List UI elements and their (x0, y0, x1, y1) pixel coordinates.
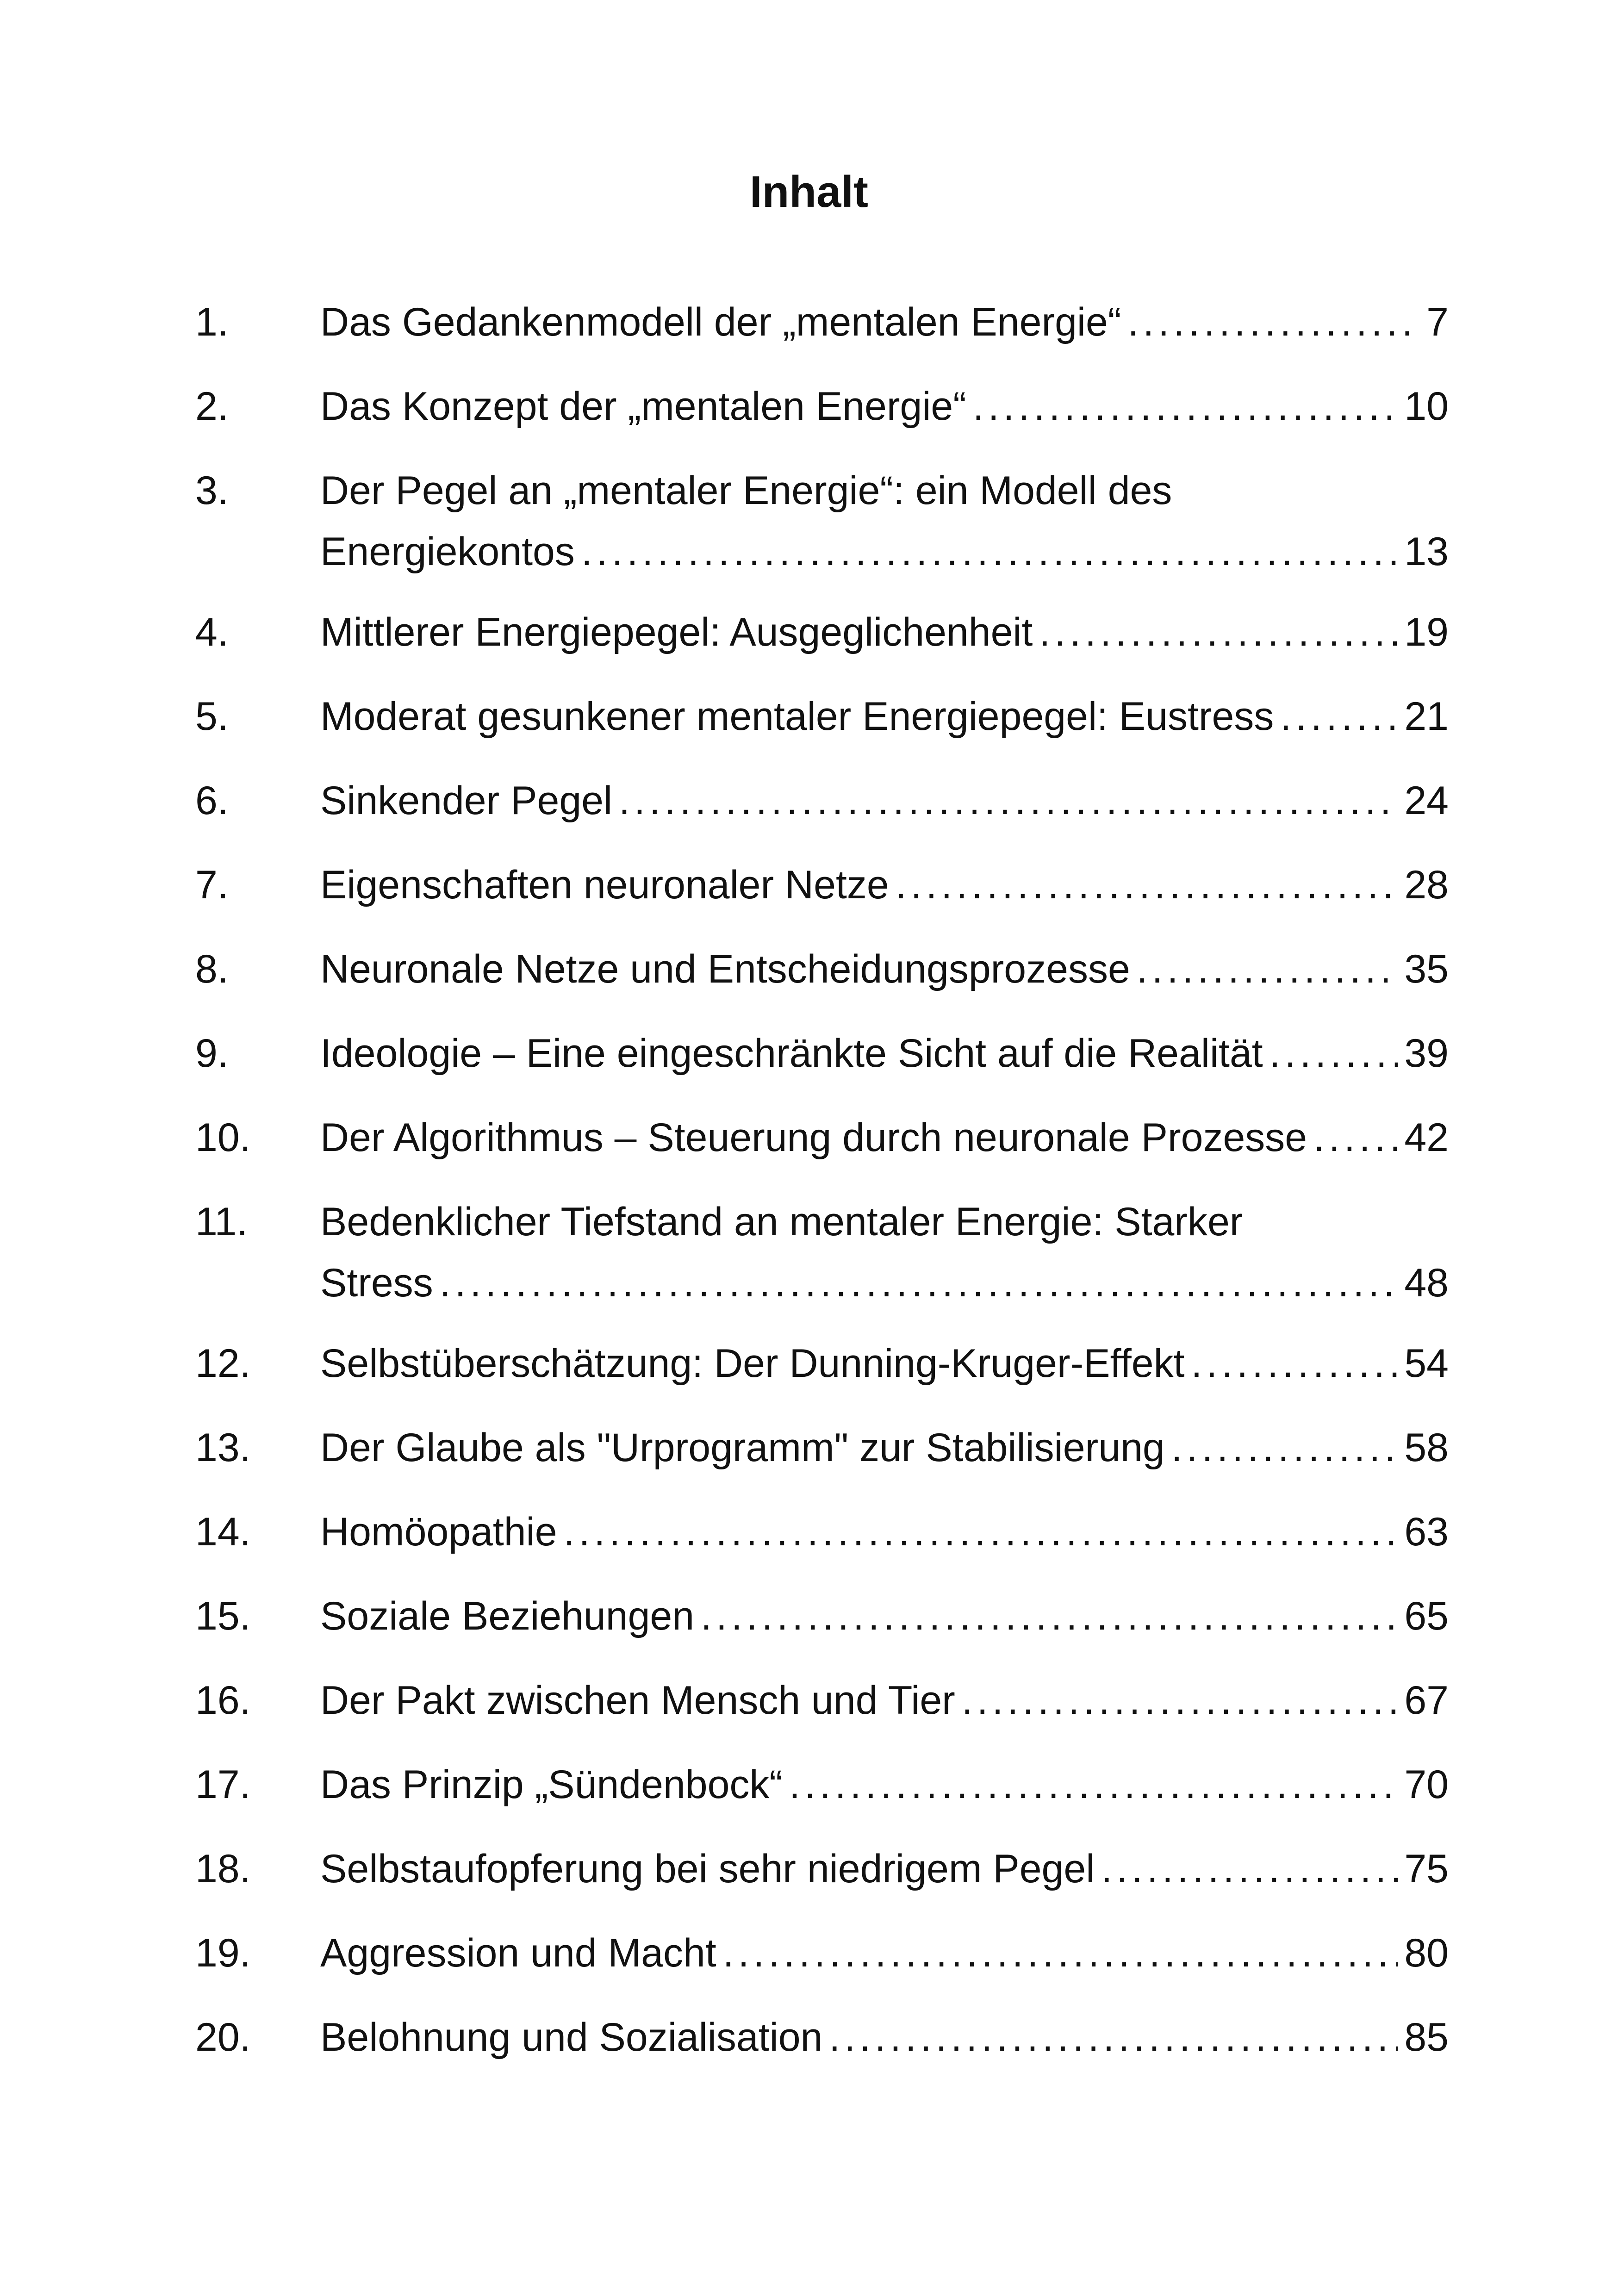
toc-entry-title-line1: Bedenklicher Tiefstand an mentaler Energie: Starker (320, 1200, 1243, 1244)
toc-entry-title: Moderat gesunkener mentaler Energiepegel: Eustress (320, 694, 1274, 739)
dot-leader (789, 1754, 1398, 1815)
dot-leader (1137, 939, 1398, 1000)
toc-entry-5[interactable] (195, 686, 1449, 747)
dot-leader (1101, 1838, 1398, 1899)
toc-entry-3[interactable] (195, 460, 1449, 582)
dot-leader (619, 770, 1398, 831)
toc-entry-1[interactable] (195, 292, 1449, 353)
toc-entry-line (320, 2007, 1449, 2068)
toc-entry-line (320, 521, 1449, 582)
toc-entry-body (320, 1023, 1449, 1084)
toc-entry-body (320, 1191, 1449, 1313)
dot-leader (1128, 292, 1420, 353)
toc-entry-page: 63 (1404, 1510, 1449, 1554)
toc-entry-number: 7. (195, 863, 229, 907)
dot-leader (1280, 686, 1398, 747)
toc-entry-body (320, 292, 1449, 353)
toc-entry-9[interactable] (195, 1023, 1449, 1084)
toc-entry-page: 54 (1404, 1341, 1449, 1386)
toc-entry-body (320, 602, 1449, 663)
toc-entry-number: 4. (195, 610, 229, 654)
toc-entry-title: Das Gedankenmodell der „mentalen Energie“ (320, 300, 1121, 344)
table-of-contents (195, 292, 1449, 2091)
toc-entry-body (320, 939, 1449, 1000)
toc-entry-20[interactable] (195, 2007, 1449, 2068)
toc-entry-title: Eigenschaften neuronaler Netze (320, 863, 889, 907)
toc-entry-number: 12. (195, 1341, 251, 1386)
toc-entry-number: 1. (195, 300, 229, 344)
toc-entry-title-line2: Stress (320, 1261, 433, 1305)
toc-entry-page: 80 (1404, 1931, 1449, 1975)
toc-entry-title: Ideologie – Eine eingeschränkte Sicht auf die Realität (320, 1031, 1263, 1076)
toc-entry-line (320, 770, 1449, 831)
toc-entry-15[interactable] (195, 1586, 1449, 1647)
toc-entry-14[interactable] (195, 1501, 1449, 1562)
dot-leader (1270, 1023, 1398, 1084)
toc-entry-body (320, 770, 1449, 831)
toc-entry-page: 58 (1404, 1425, 1449, 1470)
toc-entry-number: 18. (195, 1847, 251, 1891)
toc-entry-line (320, 1670, 1449, 1731)
toc-entry-line (320, 1586, 1449, 1647)
toc-entry-13[interactable] (195, 1417, 1449, 1478)
toc-entry-number: 5. (195, 694, 229, 739)
toc-entry-title: Der Algorithmus – Steuerung durch neuronale Prozesse (320, 1115, 1307, 1160)
toc-entry-page: 10 (1404, 384, 1449, 429)
toc-entry-body (320, 1107, 1449, 1168)
toc-entry-8[interactable] (195, 939, 1449, 1000)
toc-entry-line (320, 1417, 1449, 1478)
dot-leader (1171, 1417, 1398, 1478)
toc-entry-7[interactable] (195, 854, 1449, 915)
toc-entry-title-line2: Energiekontos (320, 529, 575, 574)
toc-entry-line (320, 1191, 1449, 1252)
toc-entry-body (320, 460, 1449, 582)
toc-entry-title: Selbstaufopferung bei sehr niedrigem Pegel (320, 1847, 1095, 1891)
toc-entry-line (320, 1107, 1449, 1168)
toc-entry-title: Der Pakt zwischen Mensch und Tier (320, 1678, 955, 1723)
toc-entry-line (320, 292, 1449, 353)
toc-entry-line (320, 939, 1449, 1000)
toc-entry-body (320, 1501, 1449, 1562)
toc-entry-line (320, 1754, 1449, 1815)
toc-entry-title: Sinkender Pegel (320, 778, 613, 823)
toc-entry-number: 19. (195, 1931, 251, 1975)
toc-entry-number: 3. (195, 468, 229, 513)
dot-leader (440, 1252, 1398, 1313)
dot-leader (896, 854, 1398, 915)
dot-leader (829, 2007, 1398, 2068)
dot-leader (701, 1586, 1398, 1647)
dot-leader (973, 376, 1398, 437)
toc-entry-title: Das Prinzip „Sündenbock“ (320, 1762, 783, 1807)
toc-entry-line (320, 1252, 1449, 1313)
toc-entry-page: 67 (1404, 1678, 1449, 1723)
toc-entry-body (320, 1333, 1449, 1394)
toc-entry-line (320, 1333, 1449, 1394)
toc-entry-11[interactable] (195, 1191, 1449, 1313)
toc-entry-page: 70 (1404, 1762, 1449, 1807)
toc-entry-title: Mittlerer Energiepegel: Ausgeglichenheit (320, 610, 1033, 654)
toc-entry-number: 6. (195, 778, 229, 823)
toc-entry-line (320, 376, 1449, 437)
toc-entry-line (320, 460, 1449, 521)
toc-entry-number: 10. (195, 1115, 251, 1160)
toc-entry-page: 35 (1404, 947, 1449, 991)
toc-entry-body (320, 854, 1449, 915)
toc-entry-number: 14. (195, 1510, 251, 1554)
toc-entry-page: 75 (1404, 1847, 1449, 1891)
toc-entry-page: 19 (1404, 610, 1449, 654)
toc-entry-title: Neuronale Netze und Entscheidungsprozesse (320, 947, 1130, 991)
toc-entry-title: Selbstüberschätzung: Der Dunning-Kruger-Effekt (320, 1341, 1185, 1386)
toc-entry-4[interactable] (195, 602, 1449, 663)
toc-entry-number: 15. (195, 1594, 251, 1638)
toc-entry-page: 42 (1404, 1115, 1449, 1160)
dot-leader (1039, 602, 1398, 663)
toc-entry-12[interactable] (195, 1333, 1449, 1394)
toc-entry-title: Das Konzept der „mentalen Energie“ (320, 384, 966, 429)
toc-entry-number: 13. (195, 1425, 251, 1470)
toc-entry-title-line1: Der Pegel an „mentaler Energie“: ein Modell des (320, 468, 1172, 513)
dot-leader (1191, 1333, 1398, 1394)
toc-entry-title: Soziale Beziehungen (320, 1594, 695, 1638)
toc-entry-page: 7 (1426, 300, 1449, 344)
toc-entry-page: 85 (1404, 2015, 1449, 2060)
toc-entry-number: 8. (195, 947, 229, 991)
toc-entry-10[interactable] (195, 1107, 1449, 1168)
toc-entry-18[interactable] (195, 1838, 1449, 1899)
toc-entry-title: Der Glaube als "Urprogramm" zur Stabilisierung (320, 1425, 1165, 1470)
toc-entry-line (320, 854, 1449, 915)
toc-entry-page: 28 (1404, 863, 1449, 907)
toc-entry-2[interactable] (195, 376, 1449, 437)
dot-leader (962, 1670, 1398, 1731)
toc-entry-17[interactable] (195, 1754, 1449, 1815)
toc-entry-page: 48 (1404, 1261, 1449, 1305)
toc-entry-body (320, 1670, 1449, 1731)
toc-entry-line (320, 1838, 1449, 1899)
toc-entry-line (320, 1923, 1449, 1984)
toc-entry-number: 20. (195, 2015, 251, 2060)
toc-entry-line (320, 686, 1449, 747)
toc-entry-body (320, 1417, 1449, 1478)
toc-entry-body (320, 1838, 1449, 1899)
toc-entry-page: 24 (1404, 778, 1449, 823)
toc-entry-line (320, 1023, 1449, 1084)
toc-entry-number: 9. (195, 1031, 229, 1076)
toc-entry-number: 11. (195, 1200, 248, 1244)
toc-entry-title: Aggression und Macht (320, 1931, 716, 1975)
toc-entry-page: 65 (1404, 1594, 1449, 1638)
toc-entry-body (320, 1754, 1449, 1815)
dot-leader (581, 521, 1398, 582)
toc-entry-number: 16. (195, 1678, 251, 1723)
toc-entry-6[interactable] (195, 770, 1449, 831)
toc-entry-title: Homöopathie (320, 1510, 557, 1554)
dot-leader (723, 1923, 1398, 1984)
page-title: Inhalt (750, 167, 868, 217)
toc-entry-body (320, 376, 1449, 437)
toc-entry-number: 2. (195, 384, 229, 429)
toc-entry-19[interactable] (195, 1923, 1449, 1984)
toc-entry-16[interactable] (195, 1670, 1449, 1731)
toc-entry-body (320, 1586, 1449, 1647)
toc-entry-number: 17. (195, 1762, 251, 1807)
dot-leader (1313, 1107, 1398, 1168)
toc-entry-page: 21 (1404, 694, 1449, 739)
toc-entry-line (320, 602, 1449, 663)
dot-leader (564, 1501, 1398, 1562)
toc-entry-line (320, 1501, 1449, 1562)
toc-entry-body (320, 2007, 1449, 2068)
toc-entry-page: 13 (1404, 529, 1449, 574)
toc-entry-body (320, 1923, 1449, 1984)
toc-entry-body (320, 686, 1449, 747)
toc-entry-page: 39 (1404, 1031, 1449, 1076)
toc-entry-title: Belohnung und Sozialisation (320, 2015, 823, 2060)
